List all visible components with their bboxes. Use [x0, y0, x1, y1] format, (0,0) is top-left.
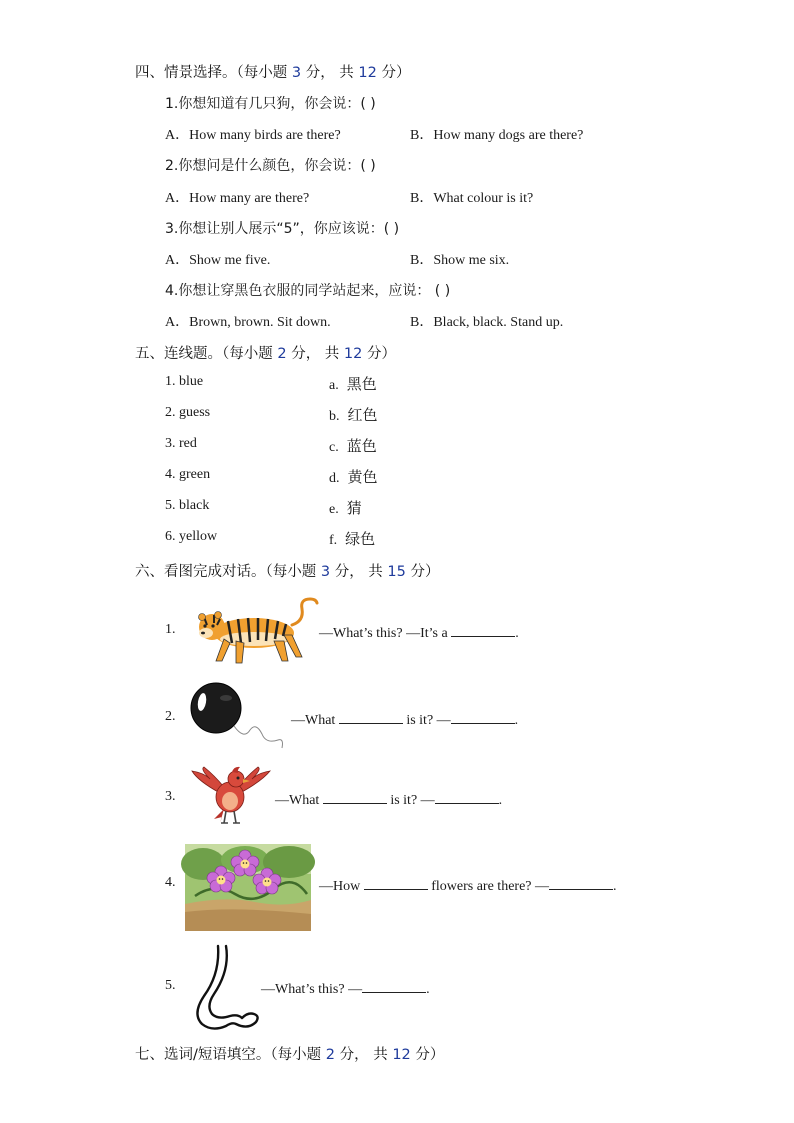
question-2-option-b[interactable]: B．What colour is it? [410, 191, 534, 206]
section-5-title: 五、连线题。（每小题 2 分， 共 12 分） [135, 346, 396, 362]
match-right-item[interactable]: f. 绿色 [329, 530, 376, 548]
question-4-option-b[interactable]: B．Black, black. Stand up. [410, 315, 564, 330]
question-1-stem: 1.你想知道有几只狗，你会说：( ) [165, 96, 376, 112]
match-right-item[interactable]: b. 红色 [329, 406, 378, 424]
question-3-stem: 3.你想让别人展示“5”，你应该说：( ) [165, 221, 400, 237]
match-right-item[interactable]: d. 黄色 [329, 468, 378, 486]
question-3-option-a[interactable]: A．Show me five. [165, 253, 271, 268]
section-6-title: 六、看图完成对话。（每小题 3 分， 共 15 分） [135, 564, 440, 580]
match-left-item[interactable]: 5. black [165, 498, 210, 513]
dialogue-line-1: —What’s this? —It’s a . [319, 622, 519, 642]
dialogue-line-3: —What is it? — . [275, 789, 502, 809]
answer-blank[interactable] [339, 709, 403, 724]
question-4-stem: 4.你想让穿黑色衣服的同学站起来，应说： ( ) [165, 283, 451, 299]
match-left-item[interactable]: 2. guess [165, 405, 211, 420]
match-left-item[interactable]: 1. blue [165, 374, 204, 389]
question-2-option-a[interactable]: A．How many are there? [165, 191, 310, 206]
picture-item-number: 2. [165, 709, 176, 724]
question-3-option-b[interactable]: B．Show me six. [410, 253, 510, 268]
tiger-image [192, 595, 320, 667]
answer-blank[interactable] [435, 789, 499, 804]
question-2-stem: 2.你想问是什么颜色，你会说：( ) [165, 158, 376, 174]
match-left-item[interactable]: 4. green [165, 467, 211, 482]
answer-blank[interactable] [549, 875, 613, 890]
match-right-item[interactable]: e. 猜 [329, 499, 362, 517]
answer-blank[interactable] [323, 789, 387, 804]
dialogue-line-4: —How flowers are there? — . [319, 875, 617, 895]
dialogue-line-5: —What’s this? — . [261, 978, 430, 998]
picture-item-number: 3. [165, 789, 176, 804]
match-left-item[interactable]: 3. red [165, 436, 197, 451]
match-right-item[interactable]: c. 蓝色 [329, 437, 377, 455]
black-ball-image [190, 682, 290, 754]
dialogue-line-2: —What is it? — . [291, 709, 518, 729]
section-4-title: 四、情景选择。（每小题 3 分， 共 12 分） [135, 65, 411, 81]
answer-blank[interactable] [451, 709, 515, 724]
nose-drawing-image [190, 944, 262, 1032]
picture-item-number: 1. [165, 622, 176, 637]
question-1-option-b[interactable]: B．How many dogs are there? [410, 128, 584, 143]
answer-blank[interactable] [362, 978, 426, 993]
picture-item-number: 4. [165, 875, 176, 890]
flowers-scene-image [185, 844, 311, 931]
answer-blank[interactable] [364, 875, 428, 890]
match-left-item[interactable]: 6. yellow [165, 529, 218, 544]
question-1-option-a[interactable]: A．How many birds are there? [165, 128, 341, 143]
answer-blank[interactable] [451, 622, 515, 637]
match-right-item[interactable]: a. 黑色 [329, 375, 377, 393]
question-4-option-a[interactable]: A．Brown, brown. Sit down. [165, 315, 331, 330]
red-bird-image [190, 765, 272, 827]
picture-item-number: 5. [165, 978, 176, 993]
section-7-title: 七、选词/短语填空。（每小题 2 分， 共 12 分） [135, 1047, 445, 1063]
